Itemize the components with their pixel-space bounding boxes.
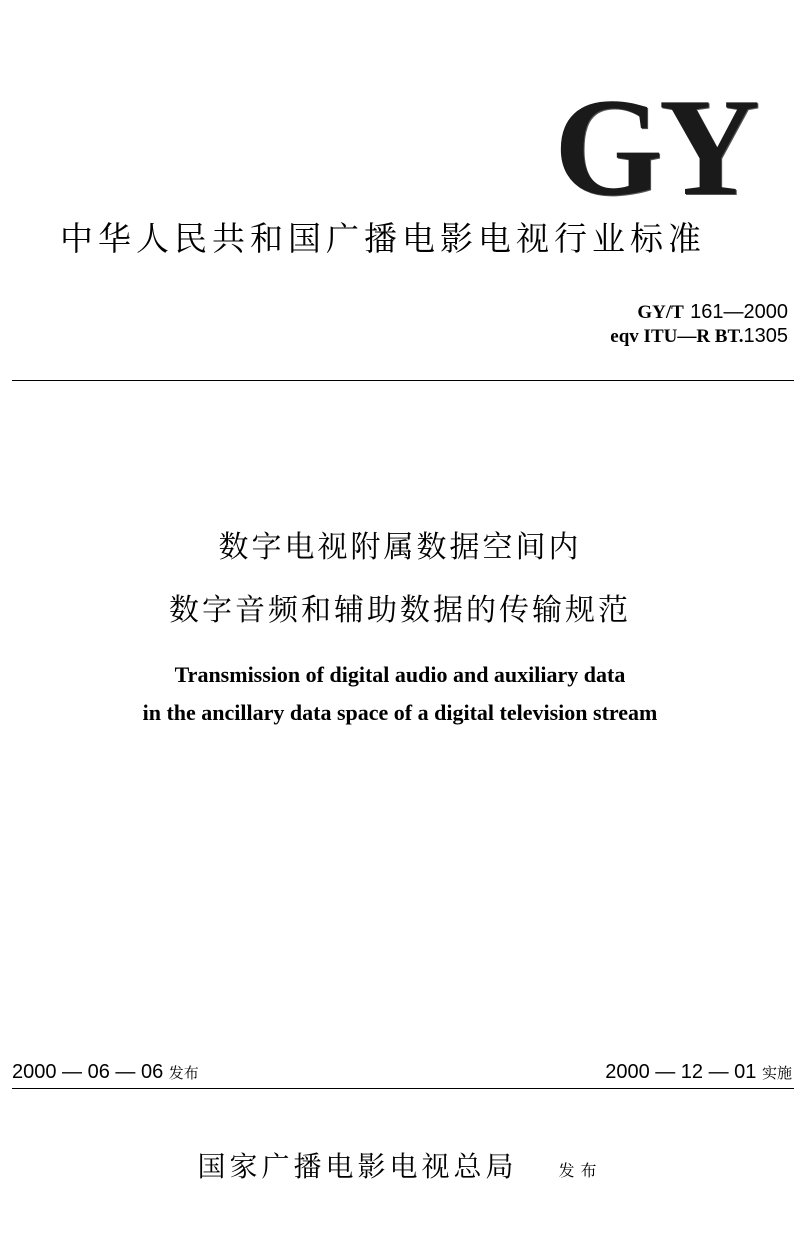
issue-date: 2000 — 06 — 06 <box>12 1061 164 1083</box>
equivalent-standard <box>610 324 788 348</box>
top-divider <box>12 380 794 381</box>
gy-logo: GY <box>554 70 756 225</box>
implement-date-line <box>605 1061 792 1084</box>
english-title-line-2: in the ancillary data space of a digital television stream <box>142 700 658 725</box>
issue-date-line <box>12 1061 199 1084</box>
issue-label: 发布 <box>168 1064 199 1082</box>
standard-number-label: GY/T <box>637 302 684 323</box>
equivalent-code: 1305 <box>743 325 788 347</box>
implement-label: 实施 <box>761 1064 792 1082</box>
chinese-title-line-2: 数字音频和辅助数据的传输规范 <box>169 593 631 628</box>
english-title-line-1: Transmission of digital audio and auxiliary data <box>174 662 626 687</box>
standard-numbers <box>610 300 788 348</box>
publisher-line <box>0 1145 800 1185</box>
standard-number <box>610 300 788 324</box>
publisher-action: 发布 <box>558 1161 603 1180</box>
standard-type-title: 中华人民共和国广播电影电视行业标准 <box>60 219 706 258</box>
chinese-title-line-1: 数字电视附属数据空间内 <box>218 530 582 565</box>
publisher-name: 国家广播电影电视总局 <box>197 1150 518 1183</box>
bottom-divider <box>12 1088 794 1089</box>
standard-number-code: 161—2000 <box>690 301 788 323</box>
equivalent-label: eqv ITU—R BT. <box>610 326 744 347</box>
implement-date: 2000 — 12 — 01 <box>605 1061 757 1083</box>
